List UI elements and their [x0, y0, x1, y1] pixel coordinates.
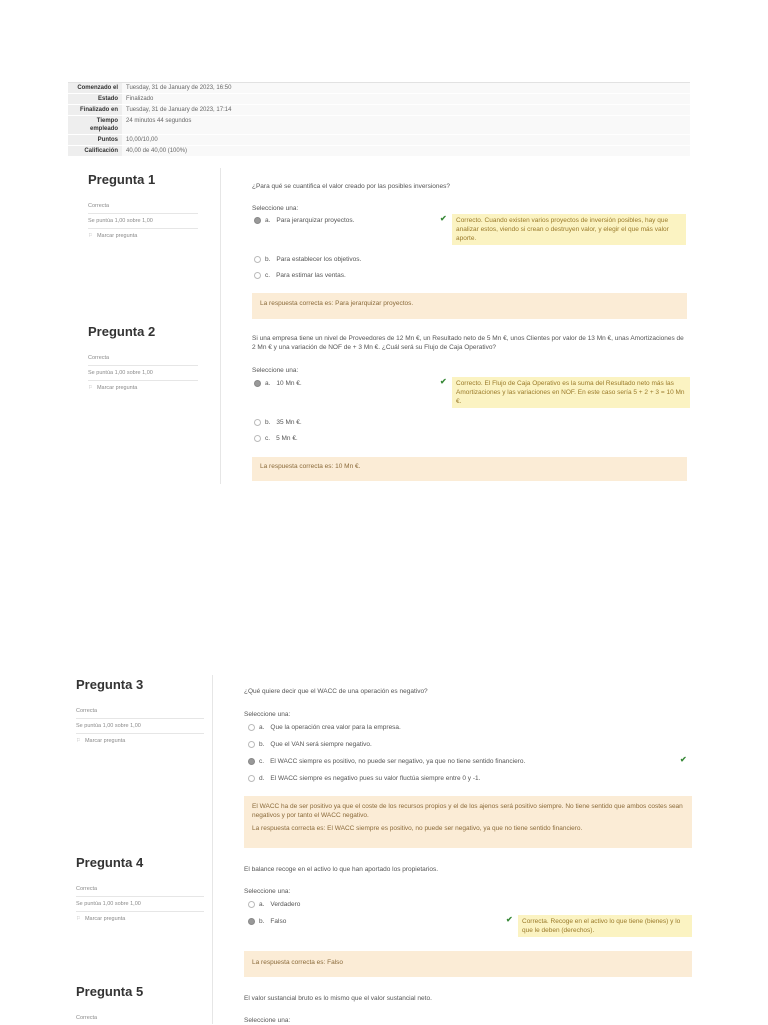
answer-option-c[interactable] — [254, 272, 346, 279]
question-score: Se puntúa 1,00 sobre 1,00 — [76, 719, 204, 734]
radio-icon[interactable] — [248, 724, 255, 731]
question-score: Se puntúa 1,00 sobre 1,00 — [88, 366, 198, 381]
option-letter: a. — [259, 901, 265, 909]
summary-row — [68, 105, 690, 116]
option-text: Falso — [270, 918, 287, 926]
option-text: Para jerarquizar proyectos. — [276, 217, 355, 225]
column-divider — [220, 168, 221, 484]
radio-icon[interactable] — [248, 758, 255, 765]
correct-answer-text: La respuesta correcta es: El WACC siempre es positivo, no puede ser negativo, ya que no tiene sentido financiero. — [252, 825, 583, 832]
general-feedback-box — [244, 796, 692, 848]
summary-row — [68, 146, 690, 157]
flag-icon: ⚐ — [76, 738, 81, 744]
question-text: El valor sustancial bruto es lo mismo que el valor sustancial neto. — [244, 995, 432, 1002]
answer-option-a[interactable] — [248, 724, 401, 731]
correct-answer-box: La respuesta correcta es: Para jerarquizar proyectos. — [252, 293, 687, 319]
option-text: Que la operación crea valor para la empresa. — [270, 724, 401, 732]
answer-option-c[interactable] — [254, 435, 298, 442]
summary-row — [68, 116, 690, 135]
answer-option-a[interactable] — [248, 901, 300, 908]
summary-label: Puntos — [68, 135, 122, 145]
question-title: Pregunta 5 — [76, 984, 144, 999]
answer-option-b[interactable] — [248, 918, 286, 925]
feedback-box: Correcta. Recoge en el activo lo que tiene (bienes) y lo que le deben (derechos). — [518, 915, 692, 937]
check-icon: ✔ — [440, 214, 447, 223]
option-text: Para estimar las ventas. — [276, 272, 346, 280]
option-letter: b. — [265, 256, 271, 264]
flag-icon: ⚐ — [88, 385, 93, 391]
flag-label: Marcar pregunta — [96, 385, 138, 391]
summary-label: Calificación — [68, 146, 122, 156]
option-text: Para establecer los objetivos. — [276, 256, 362, 264]
column-divider — [212, 675, 213, 1024]
summary-label: Finalizado en — [68, 105, 122, 115]
question-score: Se puntúa 1,00 sobre 1,00 — [88, 214, 198, 229]
select-prompt: Seleccione una: — [252, 205, 299, 212]
question-title: Pregunta 1 — [88, 172, 156, 187]
option-letter: a. — [265, 217, 271, 225]
option-letter: b. — [265, 419, 271, 427]
attempt-summary — [68, 82, 690, 157]
flag-icon: ⚐ — [76, 916, 81, 922]
option-text: Verdadero — [270, 901, 301, 909]
answer-option-c[interactable] — [248, 758, 525, 765]
summary-value: 40,00 de 40,00 (100%) — [122, 146, 690, 156]
radio-icon[interactable] — [254, 380, 261, 387]
answer-option-a[interactable] — [254, 380, 302, 387]
radio-icon[interactable] — [248, 775, 255, 782]
option-text: El WACC siempre es negativo pues su valor fluctúa siempre entre 0 y -1. — [270, 775, 481, 783]
summary-row — [68, 83, 690, 94]
radio-icon[interactable] — [254, 217, 261, 224]
flag-icon: ⚐ — [88, 233, 93, 239]
feedback-box: Correcto. El Flujo de Caja Operativo es la suma del Resultado neto más las Amortizaciones y las variaciones en NOF. En este caso sería 5 + 2 + 3 = 10 Mn €. — [452, 377, 690, 408]
radio-icon[interactable] — [254, 272, 261, 279]
summary-value: Tuesday, 31 de January de 2023, 17:14 — [122, 105, 690, 115]
summary-label: Estado — [68, 94, 122, 104]
question-score: Se puntúa 1,00 sobre 1,00 — [76, 897, 204, 912]
question-info-2 — [88, 324, 198, 391]
correct-answer-box: La respuesta correcta es: Falso — [244, 951, 692, 977]
option-text: 10 Mn €. — [276, 380, 302, 388]
radio-icon[interactable] — [254, 419, 261, 426]
question-status: Correcta — [88, 351, 198, 366]
flag-label: Marcar pregunta — [96, 233, 138, 239]
summary-value: Tuesday, 31 de January de 2023, 16:50 — [122, 83, 690, 93]
flag-question-button[interactable] — [88, 381, 198, 391]
option-letter: a. — [259, 724, 265, 732]
select-prompt: Seleccione una: — [244, 1017, 291, 1024]
summary-row — [68, 135, 690, 146]
answer-option-a[interactable] — [254, 217, 354, 224]
summary-value: 24 minutos 44 segundos — [122, 116, 690, 134]
radio-icon[interactable] — [248, 741, 255, 748]
option-text: 35 Mn €. — [276, 419, 302, 427]
option-text: Que el VAN será siempre negativo. — [270, 741, 372, 749]
question-status: Correcta — [76, 1015, 98, 1021]
option-text: 5 Mn €. — [276, 435, 298, 443]
check-icon: ✔ — [680, 755, 687, 764]
question-info-4 — [76, 855, 204, 922]
flag-question-button[interactable] — [88, 229, 198, 239]
check-icon: ✔ — [506, 915, 513, 924]
radio-icon[interactable] — [248, 918, 255, 925]
question-status: Correcta — [76, 704, 204, 719]
select-prompt: Seleccione una: — [244, 711, 291, 718]
question-info-1 — [88, 172, 198, 239]
question-title: Pregunta 4 — [76, 855, 144, 870]
question-title: Pregunta 2 — [88, 324, 156, 339]
option-letter: b. — [259, 918, 265, 926]
answer-option-b[interactable] — [254, 256, 361, 263]
option-letter: c. — [265, 272, 271, 280]
question-title: Pregunta 3 — [76, 677, 144, 692]
radio-icon[interactable] — [254, 256, 261, 263]
answer-option-d[interactable] — [248, 775, 480, 782]
option-text: El WACC siempre es positivo, no puede ser negativo, ya que no tiene sentido financiero. — [270, 758, 526, 766]
summary-value: 10,00/10,00 — [122, 135, 690, 145]
summary-label: Comenzado el — [68, 83, 122, 93]
flag-question-button[interactable] — [76, 734, 204, 744]
question-info-5 — [76, 984, 204, 1025]
correct-answer-box: La respuesta correcta es: 10 Mn €. — [252, 457, 687, 481]
question-text: El balance recoge en el activo lo que han aportado los propietarios. — [244, 866, 439, 873]
option-letter: c. — [259, 758, 265, 766]
question-info-3 — [76, 677, 204, 744]
select-prompt: Seleccione una: — [252, 367, 299, 374]
question-status: Correcta — [88, 199, 198, 214]
summary-value: Finalizado — [122, 94, 690, 104]
check-icon: ✔ — [440, 377, 447, 386]
question-text: ¿Qué quiere decir que el WACC de una operación es negativo? — [244, 688, 428, 695]
radio-icon[interactable] — [248, 901, 255, 908]
summary-row — [68, 94, 690, 105]
answer-option-b[interactable] — [248, 741, 372, 748]
flag-label: Marcar pregunta — [84, 916, 126, 922]
general-feedback-text: El WACC ha de ser positivo ya que el coste de los recursos propios y el de los ajenos será positivo siempre. No tiene sentido que ambos costes sean negativos y por tanto el WACC negativo. — [252, 803, 683, 819]
question-text: ¿Para qué se cuantifica el valor creado por las posibles inversiones? — [252, 183, 450, 190]
flag-label: Marcar pregunta — [84, 738, 126, 744]
summary-label: Tiempo empleado — [68, 116, 122, 134]
option-letter: c. — [265, 435, 271, 443]
flag-question-button[interactable] — [76, 912, 204, 922]
option-letter: d. — [259, 775, 265, 783]
option-letter: b. — [259, 741, 265, 749]
question-status: Correcta — [76, 882, 204, 897]
feedback-box: Correcto. Cuando existen varios proyectos de inversión posibles, hay que analizar estos, viendo si crean o destruyen valor, y elegir el que más valor aporte. — [452, 214, 686, 245]
option-letter: a. — [265, 380, 271, 388]
answer-option-b[interactable] — [254, 419, 302, 426]
question-text: Si una empresa tiene un nivel de Proveedores de 12 Mn €, un Resultado neto de 5 Mn €, unos Clientes por valor de 13 Mn €, unas Amortizaciones de 2 Mn € y una variación de NOF de + 3 Mn €. ¿Cuál será su Flujo de Caja Operativo? — [252, 335, 684, 351]
select-prompt: Seleccione una: — [244, 888, 291, 895]
radio-icon[interactable] — [254, 435, 261, 442]
